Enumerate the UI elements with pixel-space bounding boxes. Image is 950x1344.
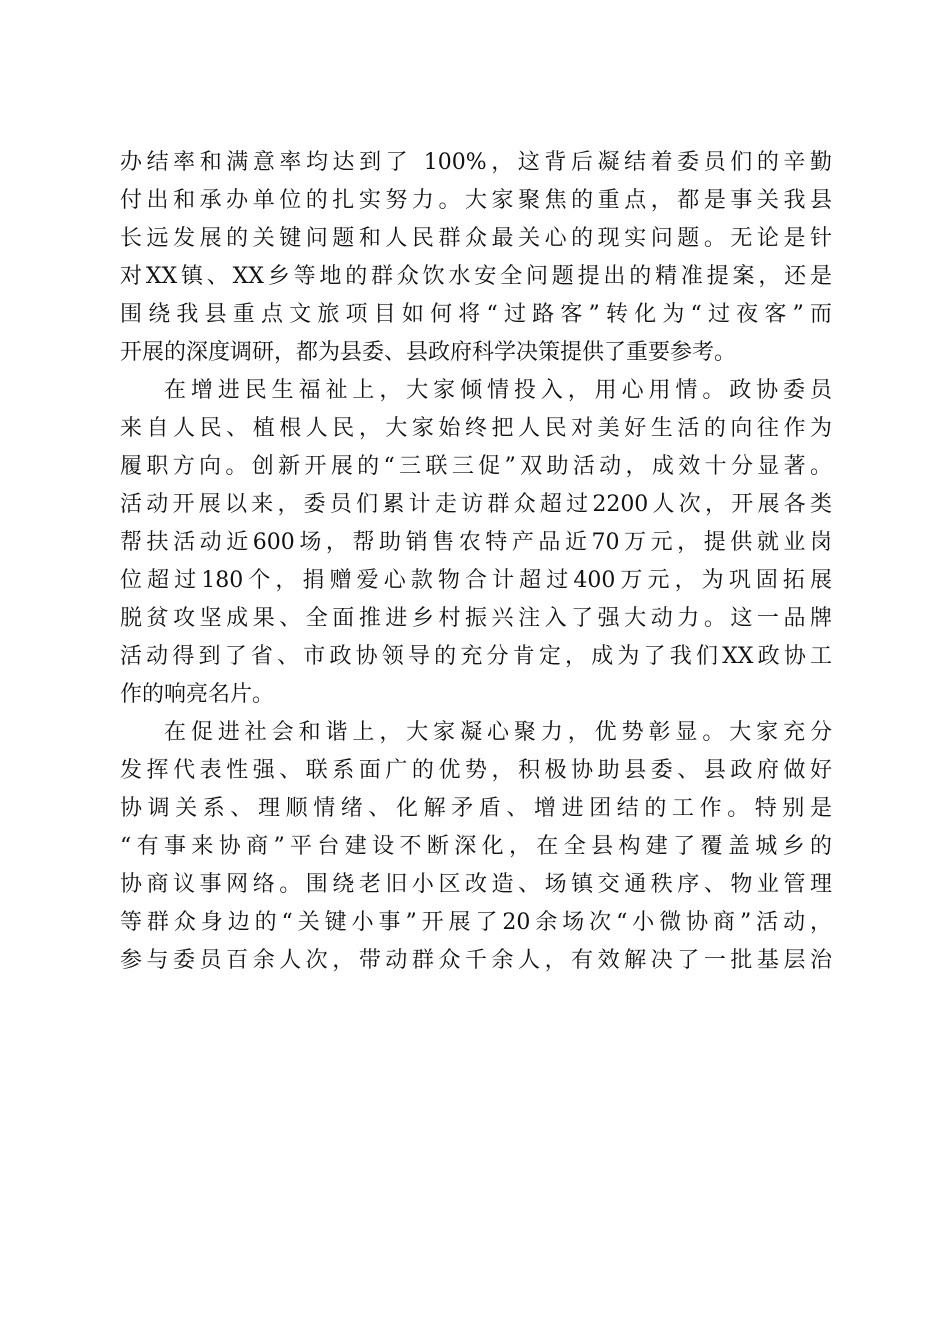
paragraph-start-line: 在促进社会和谐上，大家凝心聚力，优势彰显。大家充分 (164, 720, 832, 745)
text-line: “有事来协商”平台建设不断深化，在全县构建了覆盖城乡的 (120, 834, 832, 859)
text-line: 对XX镇、XX乡等地的群众饮水安全问题提出的精准提案，还是 (120, 264, 832, 289)
text-line: 帮扶活动近600场，帮助销售农特产品近70万元，提供就业岗 (120, 530, 832, 555)
text-line: 协调关系、理顺情绪、化解矛盾、增进团结的工作。特别是 (120, 796, 832, 821)
body-text (120, 144, 832, 980)
text-line: 脱贫攻坚成果、全面推进乡村振兴注入了强大动力。这一品牌 (120, 606, 832, 631)
text-line: 开展的深度调研，都为县委、县政府科学决策提供了重要参考。 (120, 340, 737, 365)
text-line: 来自人民、植根人民，大家始终把人民对美好生活的向往作为 (120, 416, 832, 441)
text-line: 参与委员百余人次，带动群众千余人，有效解决了一批基层治 (120, 948, 832, 973)
text-line: 位超过180个，捐赠爱心款物合计超过400万元，为巩固拓展 (120, 568, 832, 593)
text-line: 办结率和满意率均达到了 100%，这背后凝结着委员们的辛勤 (120, 150, 832, 175)
text-line: 围绕我县重点文旅项目如何将“过路客”转化为“过夜客”而 (120, 302, 832, 327)
text-line: 协商议事网络。围绕老旧小区改造、场镇交通秩序、物业管理 (120, 872, 832, 897)
text-line: 等群众身边的“关键小事”开展了20余场次“小微协商”活动， (120, 910, 832, 935)
text-line: 发挥代表性强、联系面广的优势，积极协助县委、县政府做好 (120, 758, 832, 783)
text-line: 付出和承办单位的扎实努力。大家聚焦的重点，都是事关我县 (120, 188, 832, 213)
text-line: 作的响亮名片。 (120, 682, 275, 707)
text-line: 活动得到了省、市政协领导的充分肯定，成为了我们XX政协工 (120, 644, 832, 669)
text-line: 活动开展以来，委员们累计走访群众超过2200人次，开展各类 (120, 492, 832, 517)
paragraph-start-line: 在增进民生福祉上，大家倾情投入，用心用情。政协委员 (164, 378, 832, 403)
text-line: 长远发展的关键问题和人民群众最关心的现实问题。无论是针 (120, 226, 832, 251)
text-line: 履职方向。创新开展的“三联三促”双助活动，成效十分显著。 (120, 454, 832, 479)
